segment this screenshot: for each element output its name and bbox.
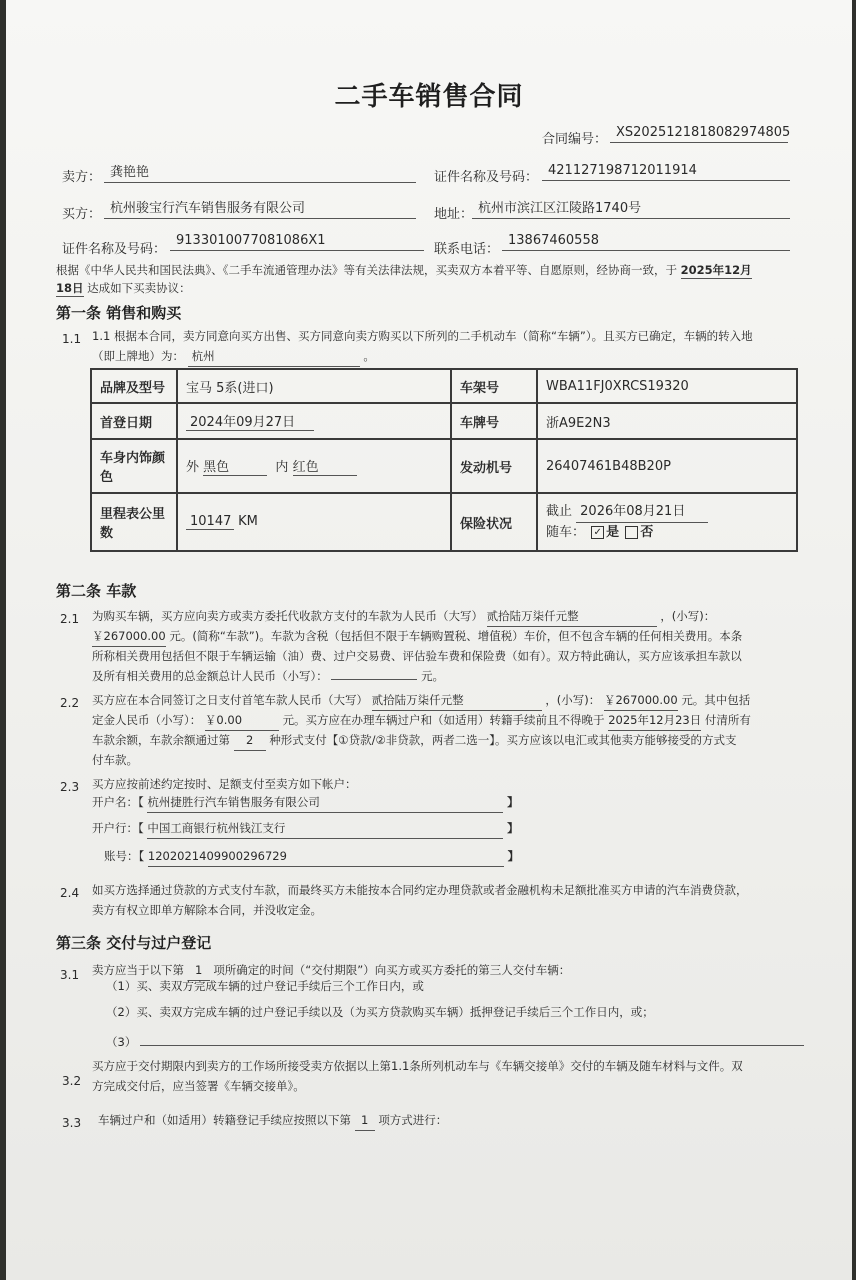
page-title: 二手车销售合同 <box>334 82 524 112</box>
first-payment-in-words: 贰拾陆万柒仟元整 <box>372 690 542 711</box>
clause-2-2-text-h: 种形式支付【①贷款/②非贷款，两者二选一】。买方应该以电汇或其他卖方能够接受的方式支 <box>269 733 737 747</box>
buyer-address-value: 杭州市滨江区江陵路1740号 <box>472 200 790 219</box>
destination-city: 杭州 <box>188 346 360 367</box>
ext-color-value: 黑色 <box>203 456 267 476</box>
reg-date-value: 2024年09月27日 <box>186 411 314 431</box>
insurance-date: 2026年08月21日 <box>576 502 708 523</box>
clause-number: 2.4 <box>60 886 80 900</box>
buyer-id-value: 9133010077081086X1 <box>170 232 424 251</box>
brand-label: 品牌及型号 <box>91 369 177 403</box>
clause-2-1-text-f: 元。 <box>421 669 445 683</box>
ext-color-prefix: 外 <box>186 460 200 475</box>
account-name: 杭州捷胜行汽车销售服务有限公司 <box>147 792 503 813</box>
clause-number: 3.2 <box>62 1074 82 1088</box>
clause-number: 3.3 <box>62 1116 82 1130</box>
clause-3-1-text: 卖方应当于以下第 <box>92 963 184 977</box>
buyer-name: 杭州骏宝行汽车销售服务有限公司 <box>104 200 416 219</box>
no-label: 否 <box>640 524 654 540</box>
seller-id-label: 证件名称及号码： <box>434 170 539 185</box>
clause-2-1-text-b: ，(小写)： <box>660 609 716 623</box>
buyer-address-label: 地址： <box>434 207 474 222</box>
mileage-value: 10147 <box>186 514 234 530</box>
clause-number: 2.2 <box>60 696 80 710</box>
intro-text: 根据《中华人民共和国民法典》、《二手车流通管理办法》等有关法律法规，买卖双方本着平等、自愿原则，经协商一致，于 <box>56 263 677 277</box>
contract-no-value: XS2025121818082974805 <box>610 124 788 143</box>
clause-2-2-text-b: ，(小写)： <box>545 693 601 707</box>
clause-2-2-text-g: 车款余额，车款余额通过第 <box>92 733 230 747</box>
clause-number: 1.1 <box>62 332 82 346</box>
clause-3-2-text: 买方应于交付期限内到卖方的工作场所接受卖方依据以上第1.1条所列机动车与《车辆交接单》交付的车辆及随车材料与文件。双 <box>92 1059 743 1073</box>
delivery-option-3: （3） <box>106 1035 137 1049</box>
clause-2-2-text-c: 元。其中包括 <box>681 693 751 707</box>
clause-2-1-text-e: 及所有相关费用的总金额总计人民币（小写）： <box>92 669 328 683</box>
price-in-figures: ￥267000.00 <box>92 626 166 647</box>
price-in-words: 贰拾陆万柒仟元整 <box>487 606 657 627</box>
delivery-option-1: （1）买、卖双方完成车辆的过户登记手续后三个工作日内，或 <box>106 979 424 993</box>
insurance-label: 保险状况 <box>451 493 537 551</box>
buyer-label: 买方： <box>62 207 102 222</box>
no-checkbox <box>625 526 638 539</box>
bracket: 】 <box>507 821 519 835</box>
section-2-title: 第二条 车款 <box>56 582 137 600</box>
vin-value: WBA11FJ0XRCS19320 <box>537 369 797 403</box>
mileage-label: 里程表公里数 <box>91 493 177 551</box>
buyer-id-label: 证件名称及号码： <box>62 242 167 257</box>
yes-label: 是 <box>606 524 620 540</box>
clause-2-2-text-f: 付清所有 <box>704 713 751 727</box>
clause-1-1-text: 1.1 根据本合同，卖方同意向买方出售、买方同意向卖方购买以下所列的二手机动车（简称“车辆”）。且买方已确定，车辆的转入地 <box>92 329 753 343</box>
deposit-amount: ￥0.00 <box>205 710 279 731</box>
intro-date-a: 2025年12月 <box>680 263 752 277</box>
clause-2-1-text-d: 所称相关费用包括但不限于车辆运输（油）费、过户交易费、评估验车费和保险费（如有）。双方特此确认，买方应该承担车款以 <box>92 649 742 663</box>
bracket: 】 <box>507 795 519 809</box>
reg-date-label: 首登日期 <box>91 403 177 439</box>
section-3-title: 第三条 交付与过户登记 <box>56 934 212 952</box>
engine-value: 26407461B48B20P <box>537 439 797 493</box>
clause-number: 2.3 <box>60 780 80 794</box>
contract-page <box>6 0 852 1280</box>
payment-deadline: 2025年12月23日 <box>608 710 701 731</box>
clause-2-2-text-d: 定金人民币（小写）： <box>92 713 202 727</box>
account-name-label: 开户名：【 <box>92 795 144 809</box>
clause-2-2-text-e: 元。买方应在办理车辆过户和（如适用）转籍手续前且不得晚于 <box>282 713 605 727</box>
delivery-item-number: 1 <box>188 960 210 981</box>
yes-checkbox: ✓ <box>591 526 604 539</box>
intro-text-2: 达成如下买卖协议： <box>87 281 191 295</box>
insurance-prefix: 截止 <box>546 503 573 519</box>
seller-name: 龚艳艳 <box>104 164 416 183</box>
clause-1-1-end: 。 <box>363 349 375 363</box>
clause-3-1-text-b: 项所确定的时间（“交付期限”）向买方或买方委托的第三人交付车辆： <box>213 963 571 977</box>
delivery-option-2: （2）买、卖双方完成车辆的过户登记手续以及（为买方贷款购买车辆）抵押登记手续后三个工作日内，或； <box>106 1005 654 1019</box>
payment-type: 2 <box>234 730 266 751</box>
seller-id-value: 421127198712011914 <box>542 162 790 181</box>
clause-2-1-text-c: 元。(简称“车款”)。车款为含税（包括但不限于车辆购置税、增值税）车价，但不包含车辆的任何相关费用。本条 <box>169 629 743 643</box>
clause-number: 3.1 <box>60 968 80 982</box>
buyer-phone-label: 联系电话： <box>434 242 500 257</box>
brand-value: 宝马 5系(进口) <box>177 369 451 403</box>
clause-2-2-text: 买方应在本合同签订之日支付首笔车款人民币（大写） <box>92 693 368 707</box>
seller-label: 卖方： <box>62 170 102 185</box>
plate-label: 车牌号 <box>451 403 537 439</box>
contract-no-label: 合同编号： <box>542 132 608 147</box>
int-color-value: 红色 <box>293 456 357 476</box>
engine-label: 发动机号 <box>451 439 537 493</box>
mileage-unit: KM <box>238 514 258 529</box>
clause-3-3-text: 车辆过户和（如适用）转籍登记手续应按照以下第 <box>98 1113 351 1127</box>
clause-2-4-text-b: 卖方有权立即单方解除本合同，并没收定金。 <box>92 903 322 917</box>
clause-2-4-text: 如买方选择通过贷款的方式支付车款，而最终买方未能按本合同约定办理贷款或者金融机构未足额批准买方申请的汽车消费贷款， <box>92 883 748 897</box>
vehicle-table <box>90 368 798 552</box>
clause-2-3-text: 买方应按前述约定按时、足额支付至卖方如下帐户： <box>92 777 357 791</box>
intro-date-b: 18日 <box>56 281 84 295</box>
clause-2-2-text-i: 付车款。 <box>92 753 138 767</box>
bank-name: 中国工商银行杭州钱江支行 <box>147 818 503 839</box>
bracket: 】 <box>507 849 520 863</box>
vin-label: 车架号 <box>451 369 537 403</box>
section-1-title: 第一条 销售和购买 <box>56 304 182 322</box>
account-number: 1202021409900296729 <box>148 846 504 867</box>
clause-3-3-text-b: 项方式进行： <box>378 1113 448 1127</box>
clause-3-2-text-b: 方完成交付后，应当签署《车辆交接单》。 <box>92 1079 305 1093</box>
buyer-phone-value: 13867460558 <box>502 232 790 251</box>
transfer-item-number: 1 <box>355 1110 375 1131</box>
clause-1-1-text-2: （即上牌地）为： <box>92 349 184 363</box>
clause-2-1-text: 为购买车辆，买方应向卖方或卖方委托代收款方支付的车款为人民币（大写） <box>92 609 483 623</box>
color-label: 车身内饰颜色 <box>91 439 177 493</box>
plate-value: 浙A9E2N3 <box>537 403 797 439</box>
first-payment-in-figures: ￥267000.00 <box>604 690 678 711</box>
account-number-label: 账号：【 <box>104 849 145 863</box>
int-color-prefix: 内 <box>275 460 289 475</box>
clause-number: 2.1 <box>60 612 80 626</box>
with-car-label: 随车： <box>546 524 586 540</box>
bank-label: 开户行：【 <box>92 821 144 835</box>
